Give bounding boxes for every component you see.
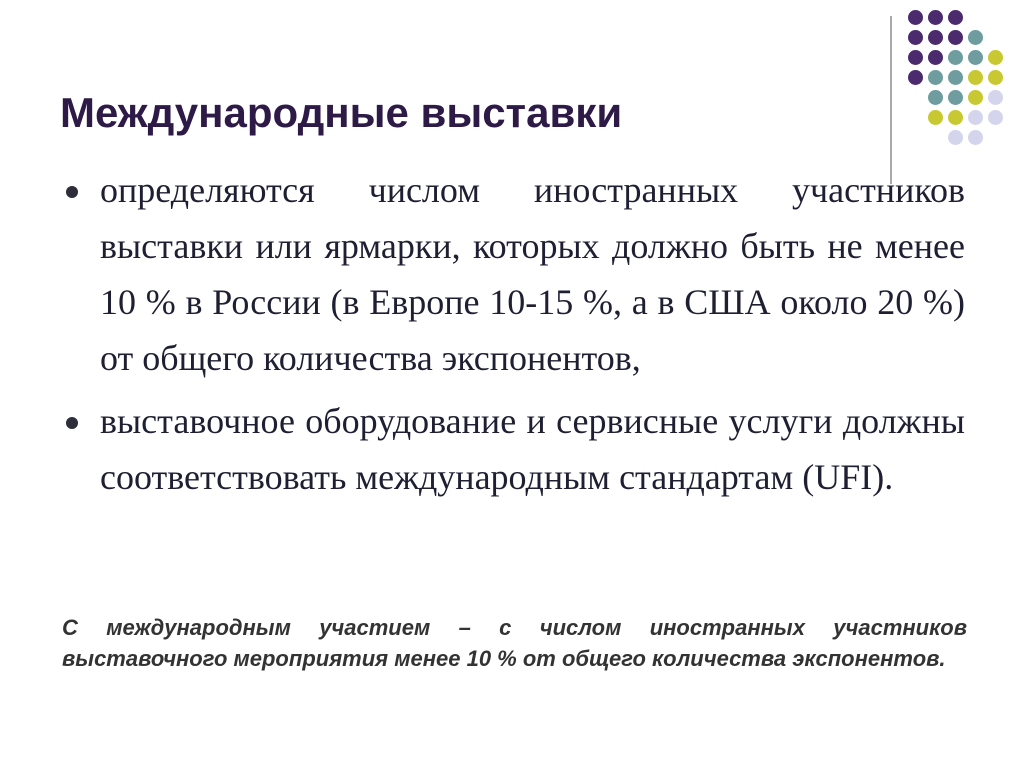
- decorative-dot: [988, 110, 1003, 125]
- slide-title: Международные выставки: [60, 89, 623, 136]
- decorative-dot: [948, 50, 963, 65]
- decorative-dot: [968, 110, 983, 125]
- decorative-dot: [968, 30, 983, 45]
- decorative-dot: [928, 50, 943, 65]
- bullet-dot-icon: [66, 417, 78, 429]
- decorative-dot: [948, 30, 963, 45]
- decorative-dot: [928, 90, 943, 105]
- decorative-dot: [908, 70, 923, 85]
- bullet-item: [60, 393, 965, 505]
- decorative-dot: [988, 30, 1003, 45]
- bullet-dot-icon: [66, 186, 78, 198]
- decorative-dot: [988, 70, 1003, 85]
- decorative-dot: [988, 90, 1003, 105]
- decorative-dot: [968, 70, 983, 85]
- decorative-dot: [908, 50, 923, 65]
- decorative-dot: [948, 70, 963, 85]
- bullet-list: [60, 162, 965, 512]
- decorative-dot: [948, 130, 963, 145]
- decorative-dot: [908, 30, 923, 45]
- decorative-dot: [928, 30, 943, 45]
- decorative-dot: [948, 110, 963, 125]
- decorative-dot: [908, 110, 923, 125]
- decorative-dot: [928, 10, 943, 25]
- vertical-divider: [890, 16, 892, 184]
- decorative-dot: [928, 70, 943, 85]
- decorative-dot: [968, 10, 983, 25]
- decorative-dot: [988, 10, 1003, 25]
- decorative-dot: [928, 130, 943, 145]
- bullet-text: выставочное оборудование и сервисные услуги должны соответствовать международным стандартам (UFI).: [100, 401, 965, 497]
- decorative-dot: [908, 90, 923, 105]
- bullet-text: определяются числом иностранных участников выставки или ярмарки, которых должно быть не менее 10 % в России (в Европе 10-15 %, а в США около 20 %) от общего количества экспонентов,: [100, 170, 965, 378]
- decorative-dot: [948, 10, 963, 25]
- decorative-dot: [988, 50, 1003, 65]
- decorative-dot: [988, 130, 1003, 145]
- decorative-dot: [968, 90, 983, 105]
- decorative-dot: [948, 90, 963, 105]
- decorative-dot: [968, 130, 983, 145]
- bullet-item: [60, 162, 965, 386]
- decorative-dot: [908, 130, 923, 145]
- definition-note: С международным участием – с числом иностранных участников выставочного мероприятия менее 10 % от общего количества экспонентов.: [62, 615, 967, 671]
- decorative-dot: [968, 50, 983, 65]
- decorative-dot: [908, 10, 923, 25]
- decorative-dot: [928, 110, 943, 125]
